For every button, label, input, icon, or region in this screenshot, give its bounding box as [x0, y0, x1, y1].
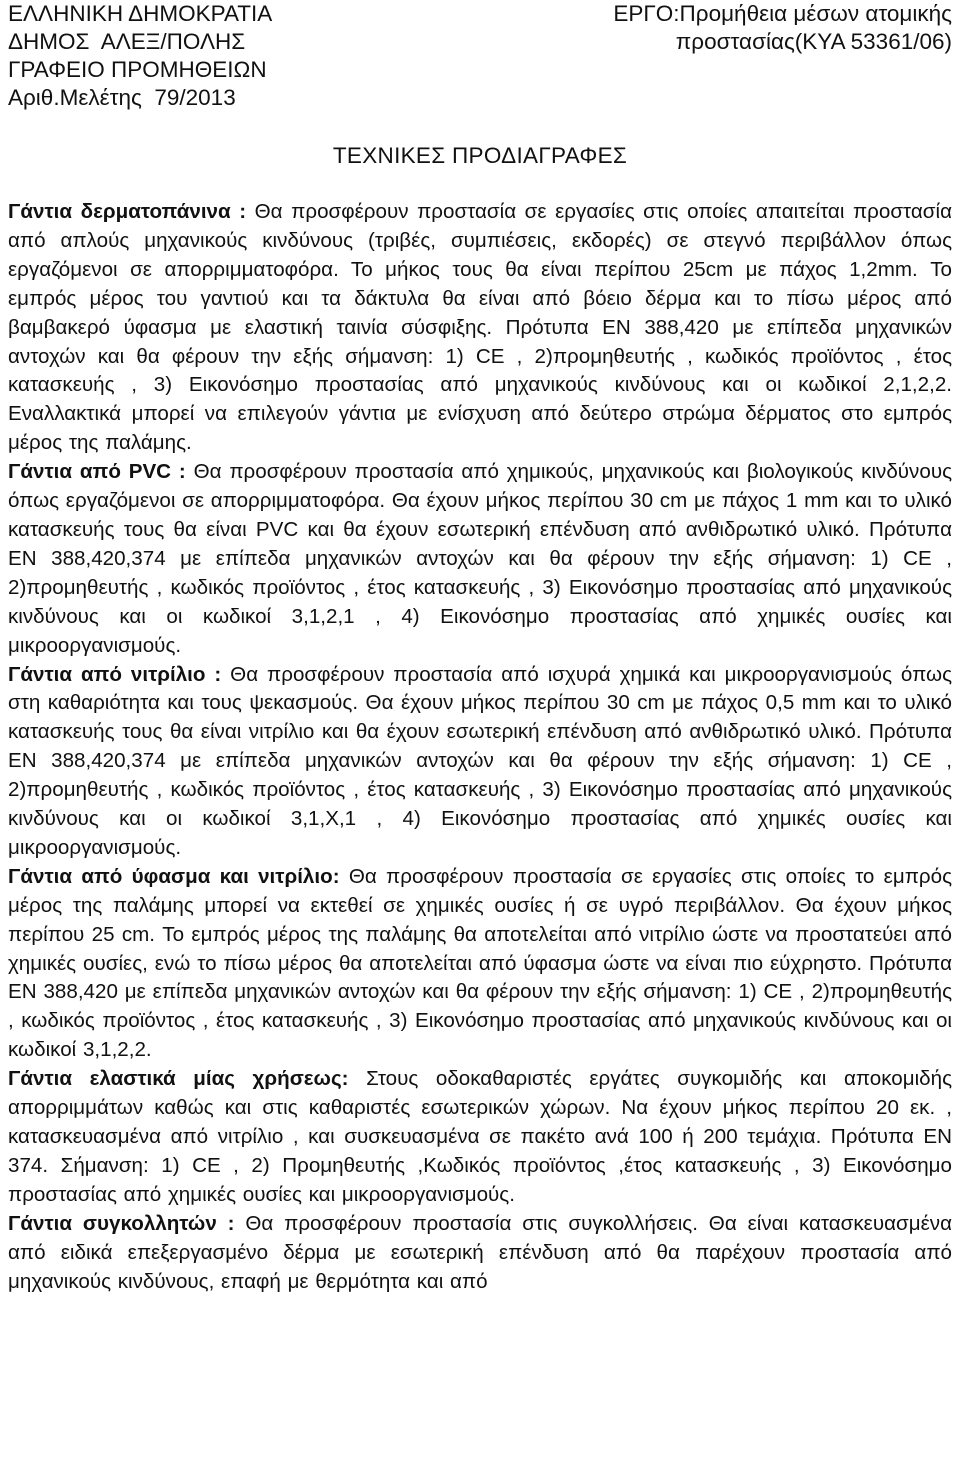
- section-heading: Γάντια από νιτρίλιο :: [8, 662, 222, 686]
- project-line: προστασίας(ΚΥΑ 53361/06): [675, 29, 952, 54]
- section-text: Θα προσφέρουν προστασία από ισχυρά χημικά και μικροοργανισμούς όπως στη καθαριότητα και τους ψεκασμούς. Θα έχουν μήκος περίπου 30 cm με πάχος 0,5 mm και το υλικό κατασκευής τους θα είναι νιτρίλιο και θα έχουν εσωτερική επένδυση από ανθιδρωτικό υλικό. Πρότυπα ΕΝ 388,420,374 με επίπεδα μηχανικών αντοχών και θα φέρουν την εξής σήμανση: 1) CE , 2)προμηθευτής , κωδικός προϊόντος , έτος κατασκευής , 3) Εικονόσημο προστασίας από μηχανικούς κινδύνους και οι κωδικοί 3,1,Χ,1 , 4) Εικονόσημο προστασίας από χημικές ουσίες και μικροοργανισμούς.: [8, 662, 952, 859]
- section-heading: Γάντια συγκολλητών :: [8, 1211, 235, 1235]
- document-header: [8, 0, 952, 112]
- section-heading: Γάντια από PVC :: [8, 460, 186, 484]
- spec-pvc-gloves: [8, 458, 952, 660]
- section-heading: Γάντια από ύφασμα και νιτρίλιο:: [8, 864, 340, 888]
- spec-nitrile-gloves: [8, 661, 952, 863]
- issuer-line: ΓΡΑΦΕΙΟ ΠΡΟΜΗΘΕΙΩΝ: [8, 57, 267, 82]
- section-heading: Γάντια ελαστικά μίας χρήσεως:: [8, 1067, 349, 1091]
- section-text: Στους οδοκαθαριστές εργάτες συγκομιδής και αποκομιδής απορριμμάτων καθώς και στις καθαριστές εσωτερικών χώρων. Να έχουν μήκος περίπου 20 εκ. , κατασκευασμένα από νιτρίλιο , και συσκευασμένα σε πακέτο ανά 100 ή 200 τεμάχια. Πρότυπα ΕΝ 374. Σήμανση: 1) CE , 2) Προμηθευτής ,Κωδικός προϊόντος ,έτος κατασκευής , 3) Εικονόσημο προστασίας από χημικές ουσίες και μικροοργανισμούς.: [8, 1067, 953, 1206]
- specifications-body: [8, 198, 952, 1296]
- section-heading: Γάντια δερματοπάνινα :: [8, 200, 247, 223]
- issuer-block: [8, 0, 272, 112]
- spec-disposable-gloves: [8, 1065, 952, 1210]
- issuer-line: ΕΛΛΗΝΙΚΗ ΔΗΜΟΚΡΑΤΙΑ: [8, 1, 273, 26]
- spec-welding-gloves: [8, 1210, 952, 1297]
- project-block: [613, 0, 952, 56]
- section-text: Θα προσφέρουν προστασία στις συγκολλήσεις. Θα είναι κατασκευασμένα από ειδικά επεξεργασμένο δέρμα με εσωτερική επένδυση από θα παρέχουν προστασία από μηχανικούς κινδύνους, επαφή με θερμότητα και από: [8, 1211, 952, 1293]
- section-text: Θα προσφέρουν προστασία σε εργασίες στις οποίες το εμπρός μέρος της παλάμης μπορεί να εκτεθεί σε χημικές ουσίες ή σε υγρό περιβάλλον. Θα έχουν μήκος περίπου 25 cm. Το εμπρός μέρος της παλάμης θα αποτελείται από νιτρίλιο ώστε να προστατεύει από χημικές ουσίες, ενώ το πίσω μέρος θα αποτελείται από ύφασμα ώστε να είναι πιο εύχρηστο. Πρότυπα ΕΝ 388,420 με επίπεδα μηχανικών αντοχών και θα φέρουν την εξής σήμανση: 1) CE , 2)προμηθευτής , κωδικός προϊόντος , έτος κατασκευής , 3) Εικονόσημο προστασίας από μηχανικούς κινδύνους και οι κωδικοί 3,1,2,2.: [8, 864, 952, 1062]
- spec-fabric-nitrile-gloves: [8, 863, 952, 1065]
- section-text: Θα προσφέρουν προστασία σε εργασίες στις οποίες απαιτείται προστασία από απλούς μηχανικούς κινδύνους (τριβές, συμπιέσεις, εκδορές) σε στεγνό περιβάλλον όπως εργαζόμενοι σε απορριμματοφόρα. Το μήκος τους θα είναι περίπου 25cm με πάχος 1,2mm. Το εμπρός μέρος του γαντιού και τα δάκτυλα θα είναι από βόειο δέρμα και το πίσω μέρος από βαμβακερό ύφασμα με ελαστική ταινία σύσφιξης. Πρότυπα ΕΝ 388,420 με επίπεδα μηχανικών αντοχών και θα φέρουν την εξής σήμανση: 1) CE , 2)προμηθευτής , κωδικός προϊόντος , έτος κατασκευής , 3) Εικονόσημο προστασίας από μηχανικούς κινδύνους και οι κωδικοί 2,1,2,2. Εναλλακτικά μπορεί να επιλεγούν γάντια με ενίσχυση από δεύτερο στρώμα δέρματος στο εμπρός μέρος της παλάμης.: [8, 200, 952, 455]
- spec-leather-fabric-gloves: [8, 198, 952, 458]
- document-title: ΤΕΧΝΙΚΕΣ ΠΡΟΔΙΑΓΡΑΦΕΣ: [332, 143, 628, 168]
- project-line: ΕΡΓΟ:Προμήθεια μέσων ατομικής: [613, 1, 952, 26]
- issuer-line: ΔΗΜΟΣ ΑΛΕΞ/ΠΟΛΗΣ: [8, 29, 246, 54]
- study-number: Αριθ.Μελέτης 79/2013: [8, 85, 236, 110]
- section-text: Θα προσφέρουν προστασία από χημικούς, μηχανικούς και βιολογικούς κινδύνους όπως εργαζόμενοι σε απορριμματοφόρα. Θα έχουν μήκος περίπου 30 cm με πάχος 1 mm και το υλικό κατασκευής τους θα είναι PVC και θα έχουν εσωτερική επένδυση από ανθιδρωτικό υλικό. Πρότυπα ΕΝ 388,420,374 με επίπεδα μηχανικών αντοχών και θα φέρουν την εξής σήμανση: 1) CE , 2)προμηθευτής , κωδικός προϊόντος , έτος κατασκευής , 3) Εικονόσημο προστασίας από μηχανικούς κινδύνους και οι κωδικοί 3,1,2,1 , 4) Εικονόσημο προστασίας από χημικές ουσίες και μικροοργανισμούς.: [8, 460, 953, 657]
